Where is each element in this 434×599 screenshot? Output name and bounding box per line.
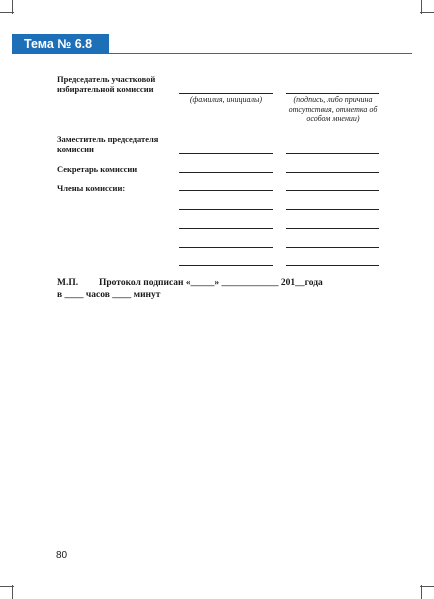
- seal-mark: М.П.: [57, 278, 79, 288]
- member-name-line[interactable]: [179, 265, 273, 266]
- crop-mark: [420, 12, 434, 13]
- deputy-name-line[interactable]: [179, 153, 273, 154]
- member-name-line[interactable]: [179, 209, 273, 210]
- crop-mark: [421, 585, 422, 599]
- deputy-label: Заместитель председателя комиссии: [57, 134, 159, 154]
- chairman-label: Председатель участковой избирательной комиссии: [57, 74, 156, 94]
- member-signature-line[interactable]: [286, 209, 379, 210]
- crop-mark: [0, 12, 14, 13]
- member-signature-line[interactable]: [286, 247, 379, 248]
- member-signature-line[interactable]: [286, 190, 379, 191]
- signature-caption: (подпись, либо причина отсутствия, отметка об особом мнении): [288, 95, 378, 123]
- crop-mark: [0, 586, 14, 587]
- member-signature-line[interactable]: [286, 228, 379, 229]
- secretary-signature-line[interactable]: [286, 172, 379, 173]
- members-label: Члены комиссии:: [57, 183, 126, 193]
- protocol-time-line: в ____ часов ____ минут: [57, 290, 161, 300]
- name-caption: (фамилия, инициалы): [189, 95, 263, 104]
- protocol-signed-line: Протокол подписан «_____» ____________ 201__года: [99, 278, 323, 288]
- chairman-name-line[interactable]: [179, 93, 273, 94]
- crop-mark: [420, 586, 434, 587]
- secretary-name-line[interactable]: [179, 172, 273, 173]
- header-rule: [109, 53, 412, 54]
- crop-mark: [12, 585, 13, 599]
- deputy-signature-line[interactable]: [286, 153, 379, 154]
- protocol-block: [57, 277, 323, 301]
- chairman-signature-line[interactable]: [286, 93, 379, 94]
- page-number: 80: [56, 550, 68, 561]
- member-name-line[interactable]: [179, 228, 273, 229]
- secretary-label: Секретарь комиссии: [57, 164, 138, 174]
- member-name-line[interactable]: [179, 247, 273, 248]
- member-signature-line[interactable]: [286, 265, 379, 266]
- topic-header: Тема № 6.8: [12, 34, 109, 54]
- member-name-line[interactable]: [179, 190, 273, 191]
